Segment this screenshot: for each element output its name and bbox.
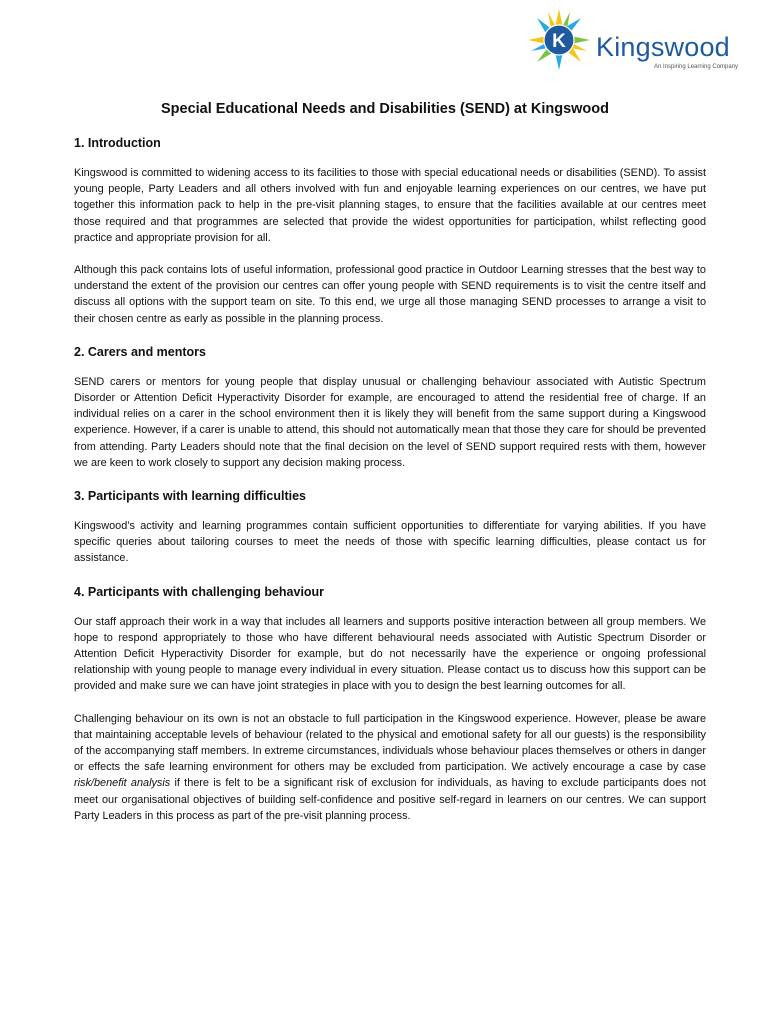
section-heading: 1. Introduction (74, 136, 161, 150)
paragraph-text: if there is felt to be a significant risk of exclusion for individuals, as having to exclude participants does not meet our organisational objectives of building self-confidence and positive self-regard in learners on our centres. We can support Party Leaders in this process as part of the pre-visit planning process. (74, 777, 706, 822)
section-introduction (74, 134, 706, 327)
section-carers-and-mentors (74, 343, 706, 471)
logo-tagline: An Inspiring Learning Company (654, 64, 739, 70)
paragraph: Our staff approach their work in a way that includes all learners and supports positive interaction between all group members. We hope to respond appropriately to those who have different behavioural needs associated with Autistic Spectrum Disorder or Attention Deficit Hyperactivity Disorder for example, but do not necessarily have the experience or ongoing professional relationship with young people to manage every individual in every situation. Please contact us to discuss how this support can be provided and make sure we can have joint strategies in place with you to design the best learning outcomes for all. (74, 615, 706, 693)
section-learning-difficulties (74, 487, 706, 567)
logo-wordmark: Kingswood (596, 32, 730, 62)
section-heading: 2. Carers and mentors (74, 344, 206, 359)
paragraph: Although this pack contains lots of useful information, professional good practice in Outdoor Learning stresses that the best way to understand the extent of the provision our centres can offer young people with SEND requirements is to visit the centre itself and discuss all options with the support team on site. To this end, we urge all those managing SEND processes to arrange a visit to their chosen centre as early as possible in the planning process. (74, 264, 706, 325)
section-challenging-behaviour (74, 583, 706, 824)
kingswood-logo (527, 8, 742, 70)
paragraph-risk-benefit (74, 711, 706, 824)
paragraph-text: Challenging behaviour on its own is not an obstacle to full participation in the Kingswood experience. However, please be aware that maintaining acceptable levels of behaviour (related to the physical and emotional safety for all our guests) is the responsibility of the accompanying staff members. In extreme circumstances, individuals whose behaviour places themselves or others in danger or effects the safe learning environment for others may be excluded from participation. We actively encourage a case by case (74, 712, 706, 774)
emphasis-risk-benefit-analysis: risk/benefit analysis (74, 777, 171, 790)
paragraph: Kingswood’s activity and learning programmes contain sufficient opportunities to differentiate for varying abilities. If you have specific queries about tailoring courses to meet the needs of those with specific learning difficulties, please contact us for assistance. (74, 520, 706, 565)
document-body (74, 134, 706, 840)
paragraph: SEND carers or mentors for young people that display unusual or challenging behaviour associated with Autistic Spectrum Disorder or Attention Deficit Hyperactivity Disorder for example, are encouraged to attend the residential free of charge. If an individual relies on a carer in the school environment then it is likely they will benefit from the same support during a Kingswood experience. However, if a carer is unable to attend, this should not automatically mean that those they care for should be prevented from attending. Party Leaders should note that the final decision on the level of SEND support required rests with them, however we are keen to work closely to support any decision making process. (74, 375, 706, 469)
section-heading: 4. Participants with challenging behaviour (74, 584, 325, 599)
document-title: Special Educational Needs and Disabilities (SEND) at Kingswood (161, 101, 609, 117)
paragraph: Kingswood is committed to widening access to its facilities to those with special educational needs or disabilities (SEND). To assist young people, Party Leaders and all others involved with fun and enjoyable learning experiences on our centres, we have put together this information pack to help in the pre-visit planning stages, to ensure that the facilities available at our centres meet those required and that programmes are selected that provide the widest opportunities for participation, whilst reflecting good practice and appropriate provision for all. (74, 167, 706, 244)
kingswood-star-icon (527, 8, 595, 70)
section-heading: 3. Participants with learning difficulties (74, 489, 306, 504)
logo-letter: K (552, 31, 566, 52)
